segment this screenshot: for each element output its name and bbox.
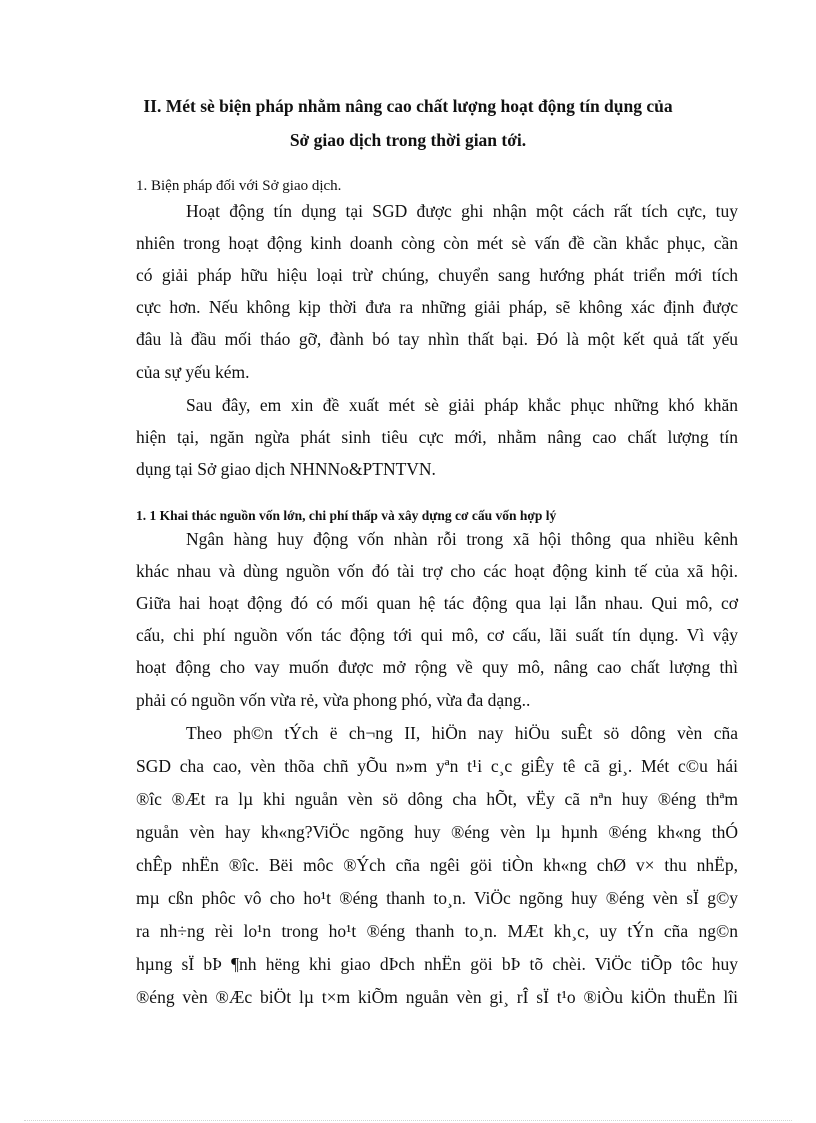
- para4-line: SGD cha cao, vèn thõa chñ yÕu n»m yªn t¹i c¸c giÊy tê cã gi¸. Mét c©u hái: [136, 756, 738, 776]
- para4-line: ®îc ®Æt ra lµ khi nguån vèn sö dông cha hÕt, vËy cã nªn huy ®éng thªm: [136, 789, 738, 809]
- para4-line: hµng sÏ bÞ ¶nh hëng khi giao dÞch nhËn göi bÞ tõ chèi. ViÖc tiÕp tôc huy: [136, 954, 738, 974]
- para2-line: Sau đây, em xin đề xuất mét sè giải pháp khắc phục những khó khăn: [186, 395, 738, 415]
- para3-line: cấu, chi phí nguồn vốn tác động tới qui mô, cơ cấu, lãi suất tín dụng. Vì vậy: [136, 625, 738, 645]
- para3-line: Giữa hai hoạt động đó có mối quan hệ tác động qua lại lẫn nhau. Qui mô, cơ: [136, 593, 738, 613]
- para4-line: ra nh÷ng rèi lo¹n trong ho¹t ®éng thanh to¸n. MÆt kh¸c, uy tÝn cña ng©n: [136, 921, 738, 941]
- para4-line: mµ cßn phôc vô cho ho¹t ®éng thanh to¸n. ViÖc ngõng huy ®éng vèn sÏ g©y: [136, 888, 738, 908]
- subsection-title: 1. 1 Khai thác nguồn vốn lớn, chi phí thấp và xây dựng cơ cấu vốn hợp lý: [136, 508, 557, 523]
- para3-line: hoạt động cho vay muốn được mở rộng về quy mô, nâng cao chất lượng thì: [136, 657, 738, 677]
- para1-line: có giải pháp hữu hiệu loại trừ chúng, chuyển sang hướng phát triển mới tích: [136, 265, 738, 285]
- para3-line: phải có nguồn vốn vừa rẻ, vừa phong phó, vừa đa dạng..: [136, 690, 531, 710]
- para1-line: nhiên trong hoạt động kinh doanh còng còn mét sè vấn đề cần khắc phục, cần: [136, 233, 738, 253]
- para2-line: dụng tại Sở giao dịch NHNNo&PTNTVN.: [136, 459, 436, 479]
- para1-line: đâu là đầu mối tháo gỡ, đành bó tay nhìn thất bại. Đó là một kết quả tất yếu: [136, 329, 738, 349]
- para3-line: Ngân hàng huy động vốn nhàn rỗi trong xã hội thông qua nhiều kênh: [186, 529, 738, 549]
- para1-line: của sự yếu kém.: [136, 362, 250, 382]
- page-bottom-rule: [24, 1120, 792, 1121]
- para4-line: nguån vèn hay kh«ng?ViÖc ngõng huy ®éng vèn lµ hµnh ®éng kh«ng thÓ: [136, 822, 738, 842]
- heading-line-2: Sở giao dịch trong thời gian tới.: [289, 130, 527, 150]
- para1-line: cực hơn. Nếu không kịp thời đưa ra những giải pháp, sẽ không xác định được: [136, 297, 738, 317]
- para3-line: khác nhau và dùng nguồn vốn đó tài trợ cho các hoạt động kinh tế của xã hội.: [136, 561, 738, 581]
- para4-line: chÊp nhËn ®îc. Bëi môc ®Ých cña ngêi göi tiÒn kh«ng chØ v× thu nhËp,: [136, 855, 738, 875]
- heading-line-1: II. Mét sè biện pháp nhằm nâng cao chất lượng hoạt động tín dụng của: [143, 96, 673, 116]
- para4-line: ®éng vèn ®Æc biÖt lµ t×m kiÕm nguån vèn gi¸ rÎ sÏ t¹o ®iÒu kiÖn thuËn lîi: [136, 987, 738, 1007]
- para1-line: Hoạt động tín dụng tại SGD được ghi nhận một cách rất tích cực, tuy: [186, 201, 738, 221]
- para4-line: Theo ph©n tÝch ë ch¬ng II, hiÖn nay hiÖu suÊt sö dông vèn cña: [186, 723, 738, 743]
- section-title: 1. Biện pháp đối với Sở giao dịch.: [136, 178, 342, 194]
- para2-line: hiện tại, ngăn ngừa phát sinh tiêu cực mới, nhằm nâng cao chất lượng tín: [136, 427, 738, 447]
